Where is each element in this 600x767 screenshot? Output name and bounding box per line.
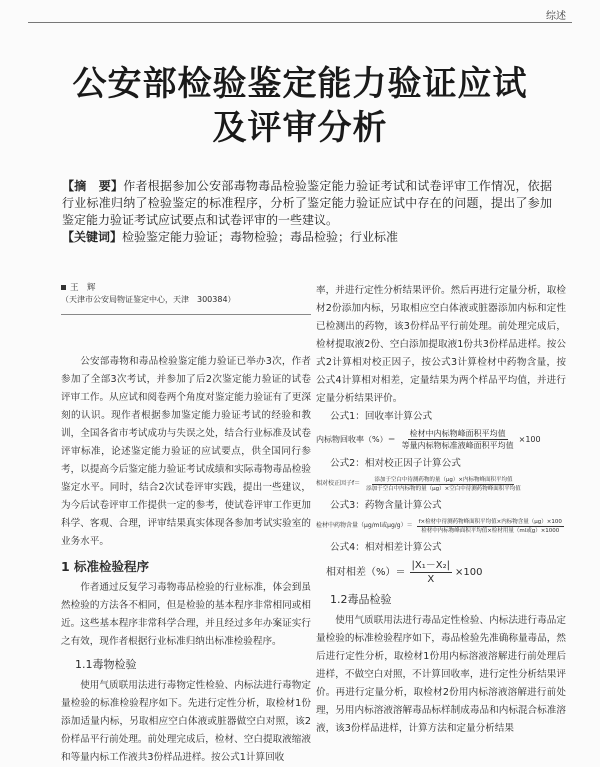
formula-3-label: 公式3：药物含量计算公式 — [330, 500, 442, 511]
formula-1-label: 公式1：回收率计算公式 — [330, 411, 433, 422]
author-rule — [61, 314, 311, 315]
formula-3-numerator: f×检材中待测药物峰面积平均值×内标物含量（μg）×100 — [418, 518, 562, 525]
abstract-text: 作者根据参加公安部毒物毒品检验鉴定能力验证考试和试卷评审工作情况，依据行业标准归纳了检验鉴定的标准程序，分析了鉴定能力验证应试中存在的问题，提出了参加鉴定能力验证考试应试要点和试卷评审的一些建议。 — [62, 179, 552, 227]
formula-2 — [316, 475, 566, 493]
author-marker — [61, 285, 66, 290]
formula-2-fraction — [364, 476, 523, 493]
intro-paragraph: 公安部毒物和毒品检验鉴定能力验证已举办3次，作者参加了全部3次考试，并参加了后2次鉴定能力验证的试卷评审工作。从应试和阅卷两个角度对鉴定能力验证有了更深刻的认识。现作者根据参加鉴定能力验证考试的经验和教训，全国各省市考试成功与失误之处，结合行业标准及试卷评审标准，论述鉴定能力验证的应试要点，供全国同行参考，以提高今后鉴定能力验证考试成绩和实际毒物毒品检验鉴定水平。同时，结合2次试卷评审实践，提出一些建议，为今后试卷评审工作提供一定的参考，使试卷评审工作更加科学、客观、合理，评审结果真实体现各参加考试实验室的业务水平。 — [61, 356, 311, 547]
formula-4-lhs: 相对相差（%）＝ — [326, 566, 406, 578]
section-tag: 综述 — [546, 11, 566, 22]
running-header — [0, 0, 600, 26]
formula-1-lhs: 内标物回收率（%）＝ — [316, 434, 396, 444]
subsection-1-2-paragraph: 使用气质联用法进行毒品定性检验、内标法进行毒品定量检验的标准检验程序如下，毒品检验先准确称量毒品，然后进行定性分析，取检材1份用内标溶液溶解进行前处理后进样，不做空白对照，不计算回收率，进行定性分析结果评价。再进行定量分析，取检材2份用内标溶液溶解进行前处理，另用内标溶液溶解毒品标样制成毒品和内标混合标准溶液，该3份样品进样，计算方法和定量分析结果 — [316, 615, 566, 734]
title-line-2: 及评审分析 — [212, 108, 388, 148]
section-heading-1: 1 标准检验程序 — [61, 559, 150, 574]
header-rule — [28, 22, 572, 23]
formula-1-denominator: 等量内标物标准液峰面积平均值 — [401, 441, 514, 450]
subsection-heading-1-2: 1.2毒品检验 — [330, 593, 392, 606]
abstract-block — [62, 178, 552, 246]
keywords-paragraph — [62, 229, 552, 246]
subsection-1-1-paragraph: 使用气质联用法进行毒物定性检验、内标法进行毒物定量检验的标准检验程序如下。先进行定性分析，取检材1份添加适量内标，另取相应空白体液或脏器做空白对照，该2份样品平行前处理。前处理完成后，检材、空白提取液缩液和等量内标工作液共3份样品进样。按公式1计算回收 — [61, 680, 311, 763]
title-line-1: 公安部检验鉴定能力验证应试 — [72, 64, 528, 104]
formula-1-multiplier: ×100 — [518, 434, 541, 444]
formula-3-fraction — [417, 518, 564, 535]
formula-3 — [316, 517, 566, 535]
abstract-label: 【摘 要】 — [62, 179, 124, 193]
formula-2-lhs: 相对校正因子f＝ — [316, 480, 361, 487]
formula-3-lhs: 检材中药物含量（μg/ml或μg/g）＝ — [316, 522, 413, 529]
keywords-label: 【关键词】 — [62, 230, 123, 244]
keywords-text: 检验鉴定能力验证；毒物检验；毒品检验；行业标准 — [122, 230, 399, 244]
formula-2-denominator: 添加于空白中内标物的量（μg）×空白中待测药物峰面积平均值 — [366, 485, 521, 492]
continued-paragraph: 率，并进行定性分析结果评价。然后再进行定量分析，取检材2份添加内标，另取相应空白体液或脏器添加内标和定性已检测出的药物，该3份样品平行前处理。前处理完成后，检材提取液2份、空白添加提取液1份共3份样品进样。按公式2计算相对校正因子，按公式3计算检材中药物含量，按公式4计算相对相差，定量结果为两个样品平均值，并进行定量分析结果评价。 — [316, 285, 566, 404]
author-affiliation: （天津市公安局物证鉴定中心，天津 300384） — [61, 295, 236, 304]
formula-4-label: 公式4：相对相差计算公式 — [330, 542, 442, 553]
formula-4-multiplier: ×100 — [454, 566, 483, 578]
formula-1-numerator: 检材中内标物峰面积平均值 — [409, 429, 506, 438]
formula-1-fraction — [400, 428, 516, 451]
formula-2-numerator: 添加于空白中待测药物的量（μg）×内标物峰面积平均值 — [374, 476, 513, 483]
formula-4 — [316, 559, 566, 586]
section-1-paragraph: 作者通过反复学习毒物毒品检验的行业标准，体会到虽然检验的方法各不相同，但是检验的基本程序非常相同或相近。这些基本程序非常科学合理，并且经过多年办案证实行之有效，现作者根据行业标准归纳出标准检验程序。 — [61, 582, 311, 647]
article-title — [0, 62, 600, 150]
left-column — [61, 282, 311, 767]
formula-2-label: 公式2：相对校正因子计算公式 — [330, 458, 461, 469]
formula-3-denominator: 检材中内标物峰面积平均值×检材用量（ml或g）×1000 — [421, 527, 560, 534]
formula-4-fraction — [410, 559, 452, 586]
right-column — [316, 282, 566, 738]
formula-1 — [316, 428, 566, 451]
abstract-paragraph — [62, 178, 552, 229]
subsection-heading-1-1: 1.1毒物检验 — [75, 658, 137, 671]
formula-4-numerator: |X₁－X₂| — [411, 560, 450, 571]
formula-4-denominator: X — [427, 574, 435, 585]
author-name: 王 辉 — [70, 283, 96, 293]
author-line — [61, 282, 311, 294]
